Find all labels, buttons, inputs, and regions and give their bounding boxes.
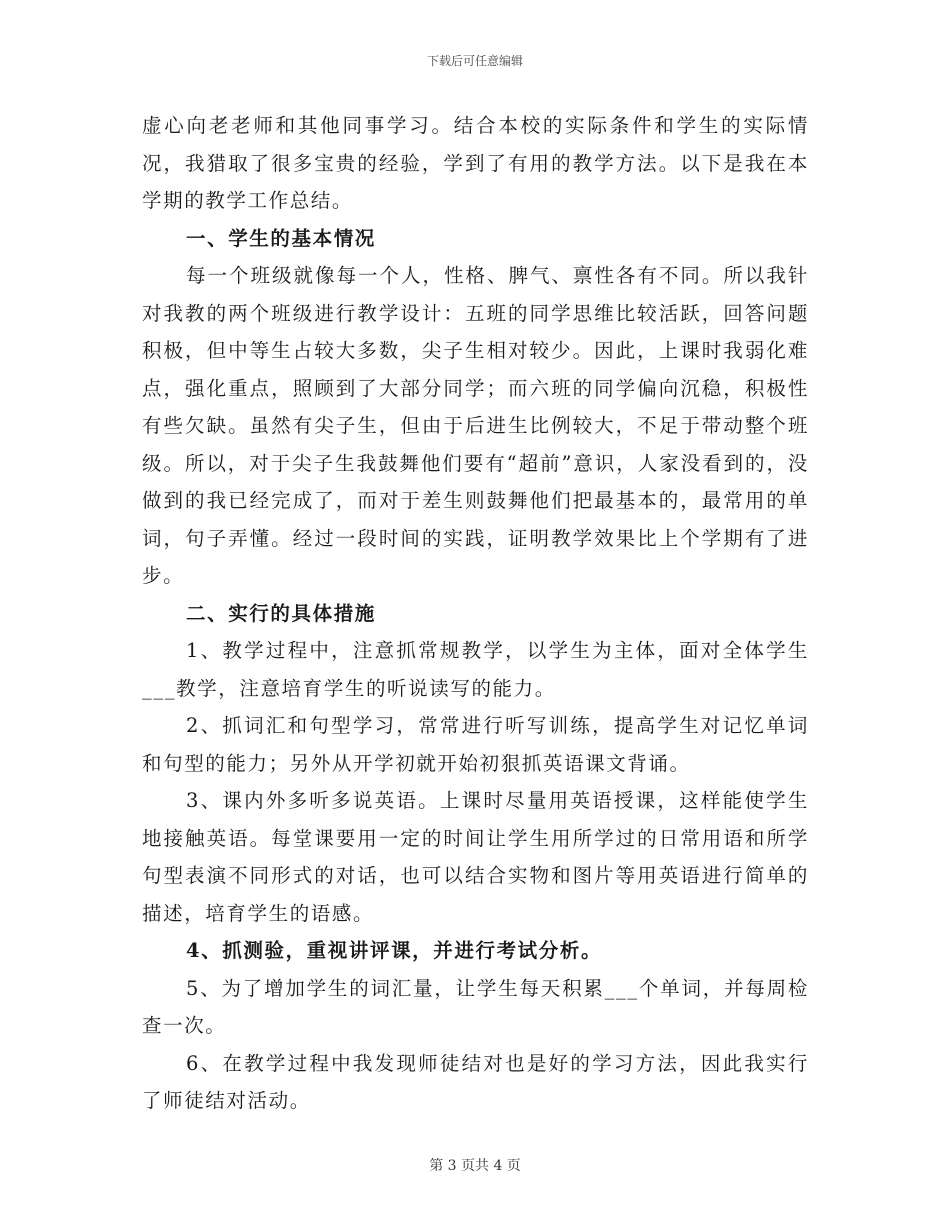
measure-item-4: 4、抓测验，重视讲评课，并进行考试分析。 [186, 939, 603, 962]
page-header: 下载后可任意编辑 [426, 54, 523, 68]
section1-paragraph: 每一个班级就像每一个人，性格、脾气、禀性各有不同。所以我针对我教的两个班级进行教学设计：五班的同学思维比较活跃，回答问题积极，但中等生占较大多数，尖子生相对较少。因此，上课时我弱化难点，强化重点，照顾到了大部分同学；而六班的同学偏向沉稳，积极性有些欠缺。虽然有尖子生，但由于后进生比例较大，不足于带动整个班级。所以，对于尖子生我鼓舞他们要有“超前”意识，人家没看到的，没做到的我已经完成了，而对于差生则鼓舞他们把最基本的，最常用的单词，句子弄懂。经过一段时间的实践，证明教学效果比上个学期有了进步。 [142, 264, 809, 587]
intro-paragraph: 虚心向老老师和其他同事学习。结合本校的实际条件和学生的实际情况，我猎取了很多宝贵的经验，学到了有用的教学方法。以下是我在本学期的教学工作总结。 [142, 114, 809, 212]
document-body [142, 107, 809, 1120]
measure-item-6: 6、在教学过程中我发现师徒结对也是好的学习方法，因此我实行了师徒结对活动。 [142, 1051, 809, 1112]
measure-item-1: 1、教学过程中，注意抓常规教学，以学生为主体，面对全体学生___教学，注意培育学生的听说读写的能力。 [142, 639, 809, 700]
measure-item-3: 3、课内外多听多说英语。上课时尽量用英语授课，这样能使学生地接触英语。每堂课要用一定的时间让学生用所学过的日常用语和所学句型表演不同形式的对话，也可以结合实物和图片等用英语进行简单的描述，培育学生的语感。 [142, 789, 809, 925]
measure-item-2: 2、抓词汇和句型学习，常常进行听写训练，提高学生对记忆单词和句型的能力；另外从开学初就开始初狠抓英语课文背诵。 [142, 714, 809, 775]
measure-item-5: 5、为了增加学生的词汇量，让学生每天积累___个单词，并每周检查一次。 [142, 976, 809, 1037]
page-footer: 第 3 页共 4 页 [429, 1158, 521, 1174]
section2-heading: 二、实行的具体措施 [186, 601, 376, 625]
section1-heading: 一、学生的基本情况 [186, 226, 376, 250]
